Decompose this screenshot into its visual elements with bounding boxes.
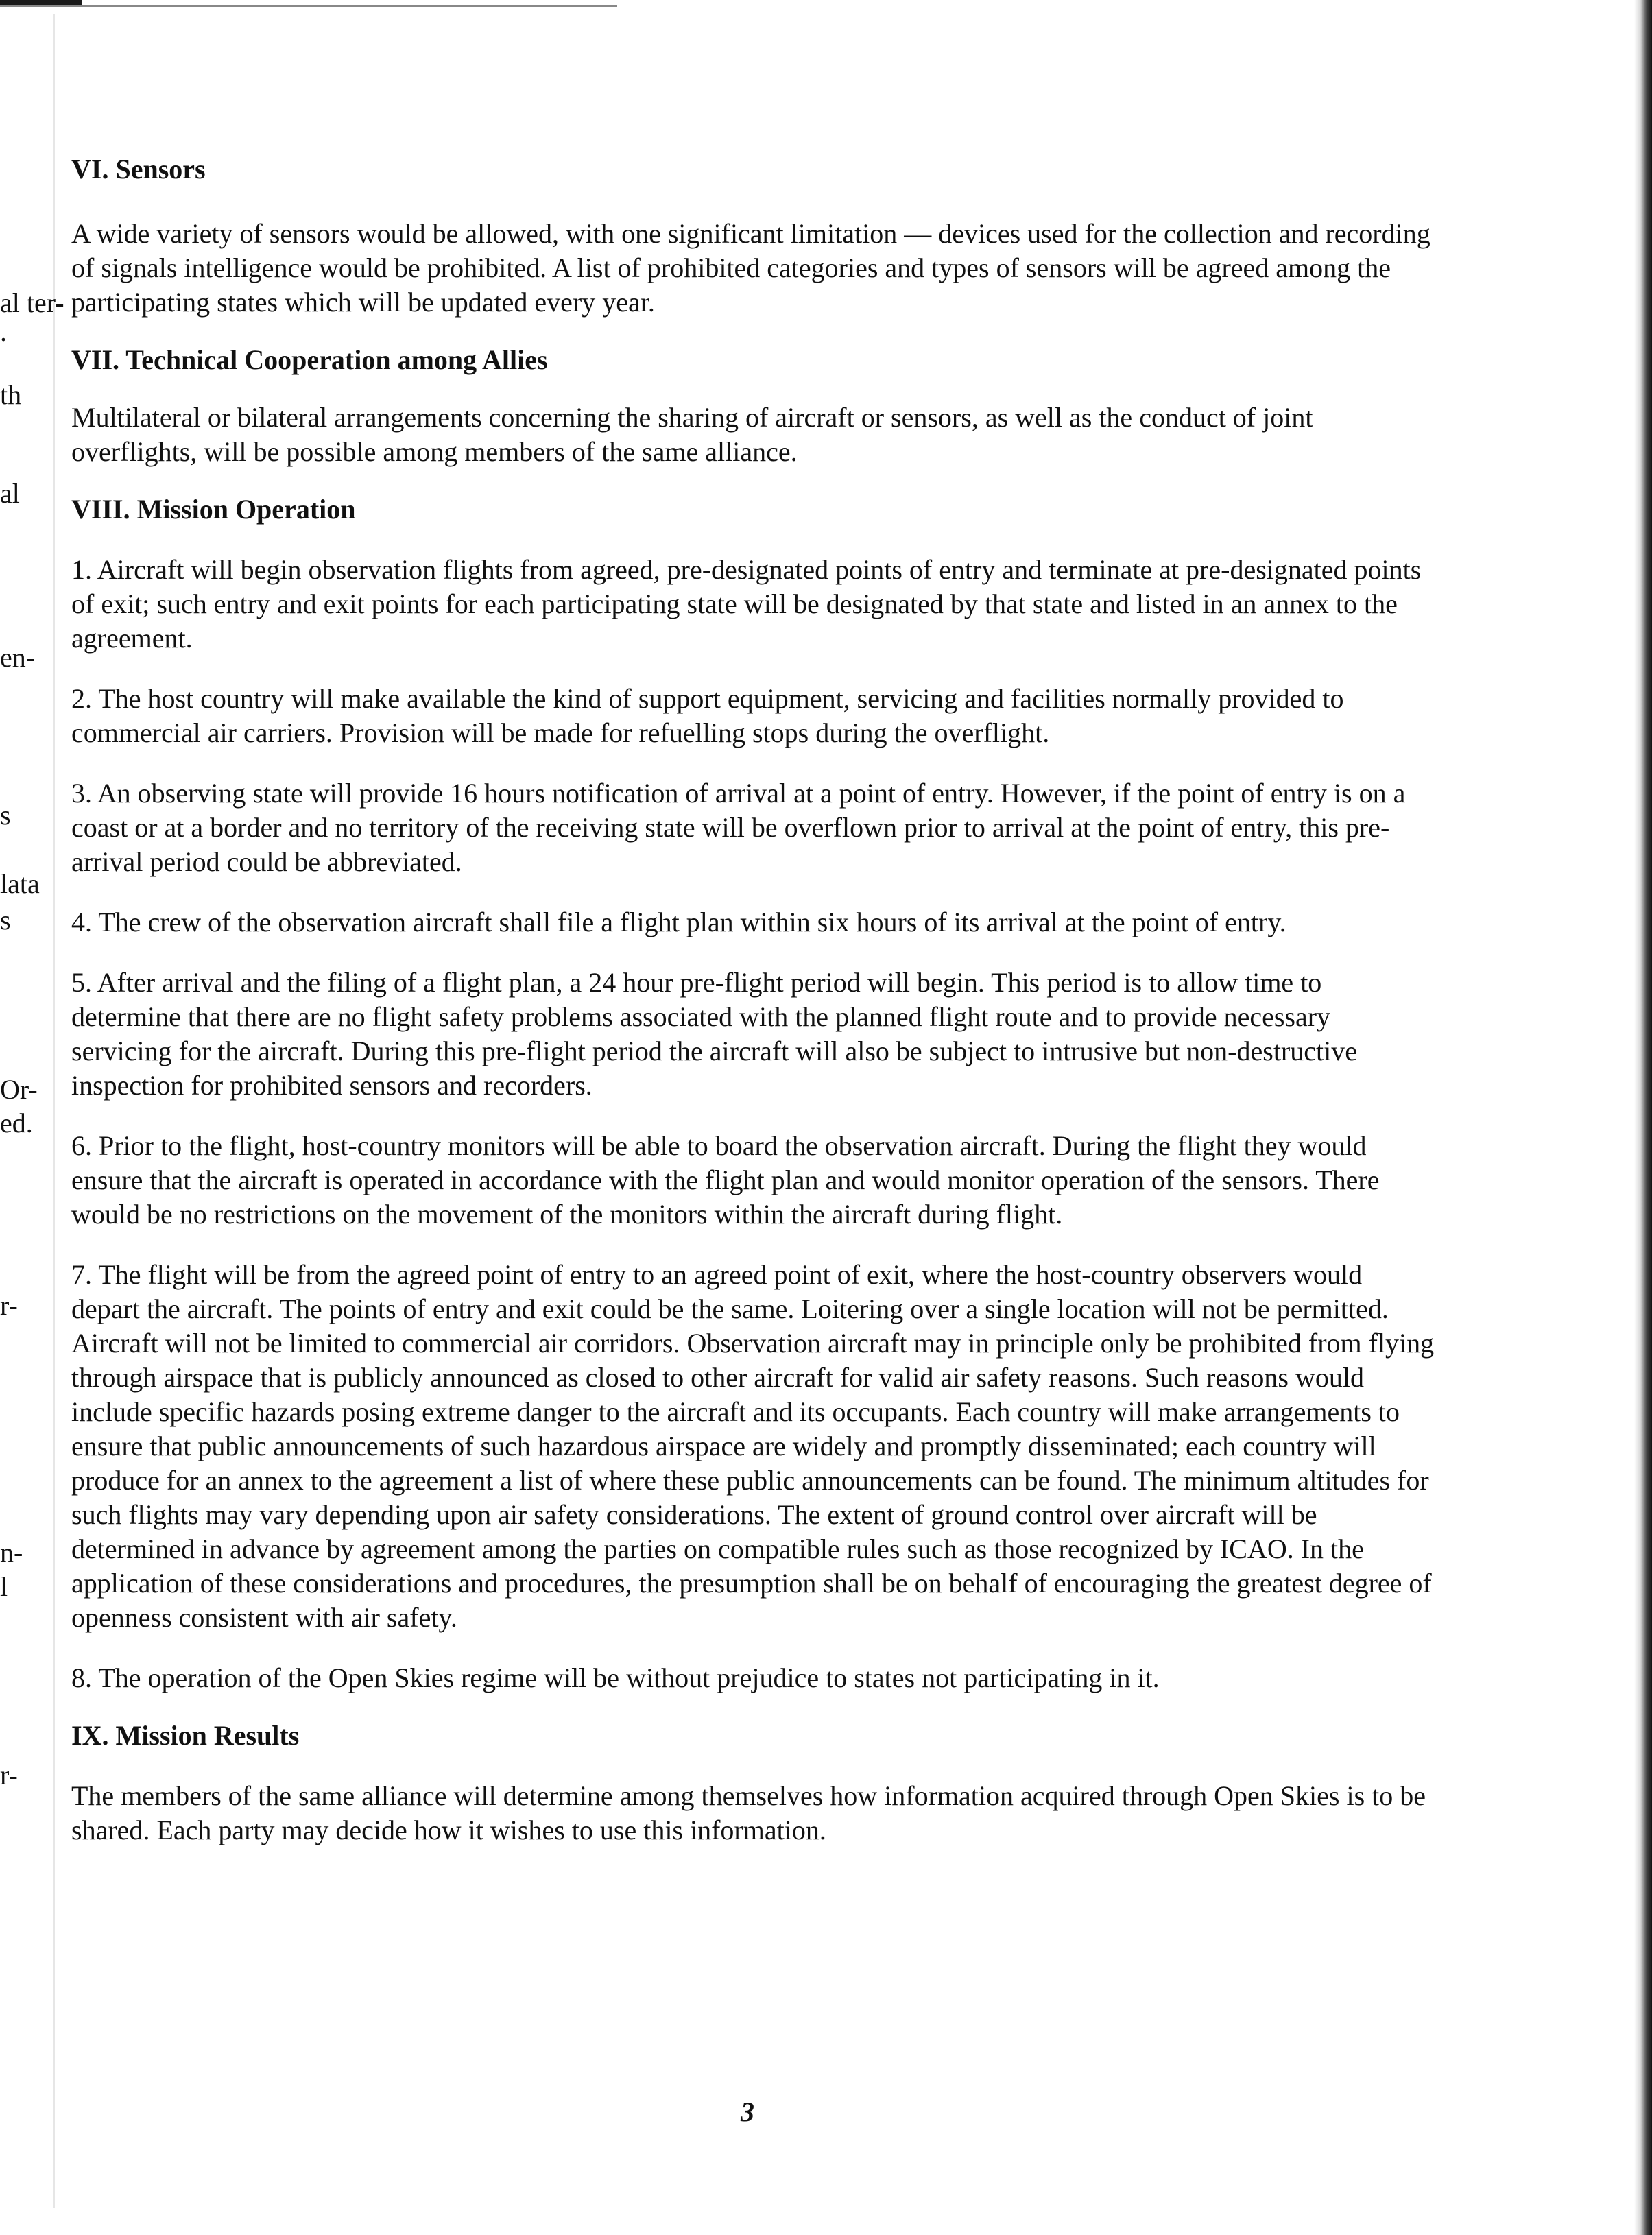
document-body bbox=[71, 152, 1436, 1848]
margin-fragment: s bbox=[0, 905, 11, 935]
margin-fragment: . bbox=[0, 316, 7, 347]
margin-fragment: al bbox=[0, 478, 20, 509]
paragraph: A wide variety of sensors would be allowed, with one significant limitation — devices used for the collection and recording of signals intelligence would be prohibited. A list of prohibited categories and types of sensors will be agreed among the participating states which will be updated every year. bbox=[71, 218, 1430, 318]
paragraph: The members of the same alliance will determine among themselves how information acquired through Open Skies is to be shared. Each party may decide how it wishes to use this information. bbox=[71, 1780, 1426, 1845]
margin-fragment: en- bbox=[0, 642, 36, 673]
list-item: 8. The operation of the Open Skies regime will be without prejudice to states not participating in it. bbox=[71, 1662, 1160, 1693]
margin-fragment: l bbox=[0, 1571, 8, 1602]
margin-fragment: th bbox=[0, 379, 22, 410]
section-heading-mission-results: IX. Mission Results bbox=[71, 1720, 300, 1751]
section-heading-mission-operation: VIII. Mission Operation bbox=[71, 494, 356, 525]
list-item: 5. After arrival and the filing of a flight plan, a 24 hour pre-flight period will begin. This period is to allow time to determine that there are no flight safety problems associated with the planned flight route and to provide necessary servicing for the aircraft. During this pre-flight period the aircraft will also be subject to intrusive but non-destructive inspection for prohibited sensors and recorders. bbox=[71, 967, 1357, 1101]
scan-edge-right bbox=[1634, 0, 1652, 2235]
scan-edge-line bbox=[0, 5, 617, 7]
list-item: 4. The crew of the observation aircraft shall file a flight plan within six hours of its arrival at the point of entry. bbox=[71, 907, 1286, 937]
list-item: 1. Aircraft will begin observation flights from agreed, pre-designated points of entry and terminate at pre-designated points of exit; such entry and exit points for each participating state will be designated by that state and listed in an annex to the agreement. bbox=[71, 554, 1422, 654]
margin-fragment: s bbox=[0, 800, 11, 830]
margin-fragment: al ter- bbox=[0, 287, 64, 318]
list-item: 6. Prior to the flight, host-country monitors will be able to board the observation aircraft. During the flight they would ensure that the aircraft is operated in accordance with the flight plan and would monitor operation of the sensors. There would be no restrictions on the movement of the monitors within the aircraft during flight. bbox=[71, 1130, 1380, 1230]
list-item: 7. The flight will be from the agreed point of entry to an agreed point of exit, where the host-country observers would depart the aircraft. The points of entry and exit could be the same. Loitering over a single location will not be permitted. Aircraft will not be limited to commercial air corridors. Observation aircraft may in principle only be prohibited from flying through airspace that is publicly announced as closed to other aircraft for valid air safety reasons. Such reasons would include specific hazards posing extreme danger to the aircraft and its occupants. Each country will make arrangements to ensure that public announcements of such hazardous airspace are widely and promptly disseminated; each country will produce for an annex to the agreement a list of where these public announcements can be found. The minimum altitudes for such flights may vary depending upon air safety considerations. The extent of ground control over aircraft will be determined in advance by agreement among the parties on compatible rules such as those recognized by ICAO. In the application of these considerations and procedures, the presumption shall be on behalf of encouraging the greatest degree of openness consistent with air safety. bbox=[71, 1259, 1435, 1633]
margin-fragment: r- bbox=[0, 1760, 18, 1791]
section-heading-technical-cooperation: VII. Technical Cooperation among Allies bbox=[71, 344, 548, 375]
list-item: 3. An observing state will provide 16 hours notification of arrival at a point of entry. However, if the point of entry is on a coast or at a border and no territory of the receiving state will be overflown prior to arrival at the point of entry, this pre-arrival period could be abbreviated. bbox=[71, 778, 1406, 877]
scan-edge-top bbox=[0, 0, 82, 5]
margin-fragment: ed. bbox=[0, 1108, 33, 1138]
section-heading-sensors: VI. Sensors bbox=[71, 154, 206, 184]
margin-fragment: Or- bbox=[0, 1074, 38, 1105]
margin-fragment: n- bbox=[0, 1537, 23, 1568]
margin-fragment: lata bbox=[0, 868, 40, 899]
list-item: 2. The host country will make available the kind of support equipment, servicing and facilities normally provided to commercial air carriers. Provision will be made for refuelling stops during the overflight. bbox=[71, 683, 1344, 748]
paragraph: Multilateral or bilateral arrangements concerning the sharing of aircraft or sensors, as well as the conduct of joint overflights, will be possible among members of the same alliance. bbox=[71, 402, 1313, 467]
margin-fragment: r- bbox=[0, 1290, 18, 1321]
page-number: 3 bbox=[741, 2096, 754, 2127]
